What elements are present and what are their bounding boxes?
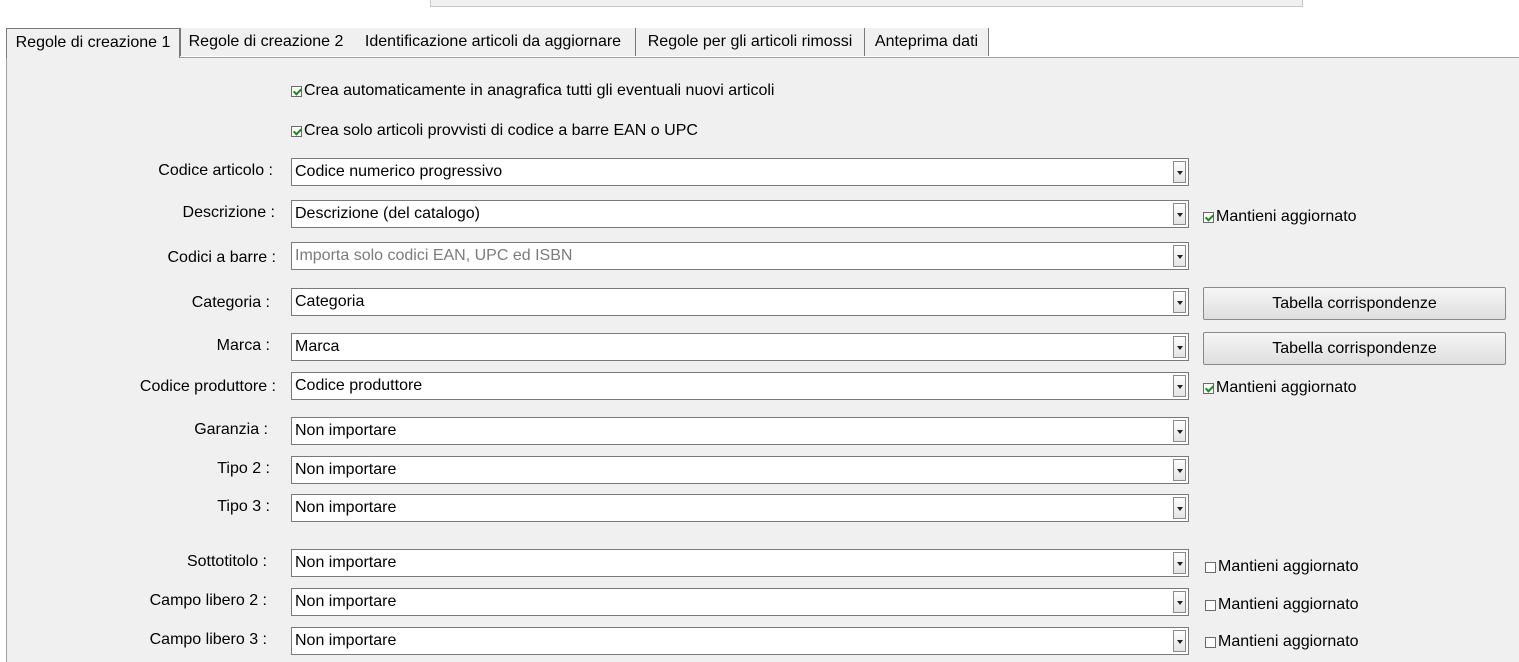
chevron-down-icon[interactable] bbox=[1173, 161, 1186, 183]
codice-produttore-label: Codice produttore : bbox=[139, 378, 276, 395]
descrizione-select[interactable] bbox=[291, 200, 1189, 228]
codice-articolo-select[interactable] bbox=[291, 158, 1189, 186]
chevron-down-icon[interactable] bbox=[1173, 420, 1186, 442]
tipo2-label: Tipo 2 : bbox=[217, 460, 270, 477]
combo-value: Non importare bbox=[295, 422, 397, 439]
campo-libero3-label: Campo libero 3 : bbox=[149, 631, 267, 648]
combo-value: Non importare bbox=[295, 499, 397, 516]
garanzia-label: Garanzia : bbox=[194, 421, 268, 438]
top-panel-edge bbox=[430, 0, 1303, 7]
checkbox-box[interactable] bbox=[291, 126, 302, 137]
categoria-label: Categoria : bbox=[191, 294, 270, 311]
tab-regole-articoli-rimossi[interactable]: Regole per gli articoli rimossi bbox=[636, 28, 865, 56]
keep-updated-label: Mantieni aggiornato bbox=[1218, 596, 1359, 613]
tipo3-label: Tipo 3 : bbox=[217, 498, 270, 515]
combo-value: Importa solo codici EAN, UPC ed ISBN bbox=[295, 247, 573, 264]
combo-value: Codice produttore bbox=[295, 377, 423, 394]
codice-produttore-select[interactable] bbox=[291, 372, 1189, 400]
codici-barre-label: Codici a barre : bbox=[167, 249, 276, 266]
codice-articolo-label: Codice articolo : bbox=[158, 162, 273, 179]
marca-mapping-button[interactable]: Tabella corrispondenze bbox=[1203, 332, 1506, 365]
checkbox-box[interactable] bbox=[1203, 383, 1214, 394]
checkbox-box[interactable] bbox=[1205, 600, 1216, 611]
combo-value: Non importare bbox=[295, 632, 397, 649]
combo-value: Non importare bbox=[295, 461, 397, 478]
sottotitolo-keep-updated-checkbox[interactable] bbox=[1205, 556, 1359, 578]
tab-regole-creazione-1[interactable]: Regole di creazione 1 bbox=[6, 28, 180, 58]
descrizione-keep-updated-checkbox[interactable] bbox=[1203, 206, 1357, 228]
keep-updated-label: Mantieni aggiornato bbox=[1218, 633, 1359, 650]
chevron-down-icon[interactable] bbox=[1173, 497, 1186, 519]
tab-anteprima-dati[interactable]: Anteprima dati bbox=[865, 28, 989, 56]
descrizione-label: Descrizione : bbox=[182, 204, 275, 221]
checkbox-box[interactable] bbox=[1203, 212, 1214, 223]
sottotitolo-label: Sottotitolo : bbox=[186, 553, 267, 570]
chevron-down-icon[interactable] bbox=[1173, 375, 1186, 397]
auto-create-label: Crea automaticamente in anagrafica tutti gli eventuali nuovi articoli bbox=[304, 82, 775, 99]
chevron-down-icon[interactable] bbox=[1173, 336, 1186, 358]
combo-value: Non importare bbox=[295, 554, 397, 571]
checkbox-box[interactable] bbox=[1205, 637, 1216, 648]
garanzia-select[interactable] bbox=[291, 417, 1189, 445]
chevron-down-icon[interactable] bbox=[1173, 459, 1186, 481]
combo-value: Non importare bbox=[295, 593, 397, 610]
keep-updated-label: Mantieni aggiornato bbox=[1216, 208, 1357, 225]
codice-produttore-keep-updated-checkbox[interactable] bbox=[1203, 377, 1357, 399]
categoria-mapping-button[interactable]: Tabella corrispondenze bbox=[1203, 287, 1506, 320]
categoria-select[interactable] bbox=[291, 288, 1189, 316]
chevron-down-icon bbox=[1173, 245, 1186, 267]
combo-value: Categoria bbox=[295, 293, 365, 310]
only-barcode-label: Crea solo articoli provvisti di codice a barre EAN o UPC bbox=[304, 122, 698, 139]
tab-regole-creazione-2[interactable]: Regole di creazione 2 bbox=[180, 28, 352, 56]
keep-updated-label: Mantieni aggiornato bbox=[1218, 558, 1359, 575]
tab-bar bbox=[0, 28, 1519, 58]
checkbox-box[interactable] bbox=[291, 86, 302, 97]
only-barcode-checkbox[interactable] bbox=[291, 120, 698, 142]
chevron-down-icon[interactable] bbox=[1173, 552, 1186, 574]
auto-create-checkbox[interactable] bbox=[291, 80, 774, 102]
tipo2-select[interactable] bbox=[291, 456, 1189, 484]
chevron-down-icon[interactable] bbox=[1173, 291, 1186, 313]
tipo3-select[interactable] bbox=[291, 494, 1189, 522]
marca-label: Marca : bbox=[216, 337, 270, 354]
codici-barre-select bbox=[291, 242, 1189, 270]
combo-value: Descrizione (del catalogo) bbox=[295, 205, 480, 222]
campo-libero2-label: Campo libero 2 : bbox=[149, 592, 267, 609]
marca-select[interactable] bbox=[291, 333, 1189, 361]
campo-libero2-keep-updated-checkbox[interactable] bbox=[1205, 594, 1359, 616]
chevron-down-icon[interactable] bbox=[1173, 630, 1186, 652]
keep-updated-label: Mantieni aggiornato bbox=[1216, 379, 1357, 396]
chevron-down-icon[interactable] bbox=[1173, 203, 1186, 225]
combo-value: Codice numerico progressivo bbox=[295, 163, 503, 180]
combo-value: Marca bbox=[295, 338, 340, 355]
checkbox-box[interactable] bbox=[1205, 562, 1216, 573]
chevron-down-icon[interactable] bbox=[1173, 591, 1186, 613]
sottotitolo-select[interactable] bbox=[291, 549, 1189, 577]
campo-libero2-select[interactable] bbox=[291, 588, 1189, 616]
campo-libero3-select[interactable] bbox=[291, 627, 1189, 655]
campo-libero3-keep-updated-checkbox[interactable] bbox=[1205, 631, 1359, 653]
tab-identificazione-articoli[interactable]: Identificazione articoli da aggiornare bbox=[351, 28, 636, 56]
